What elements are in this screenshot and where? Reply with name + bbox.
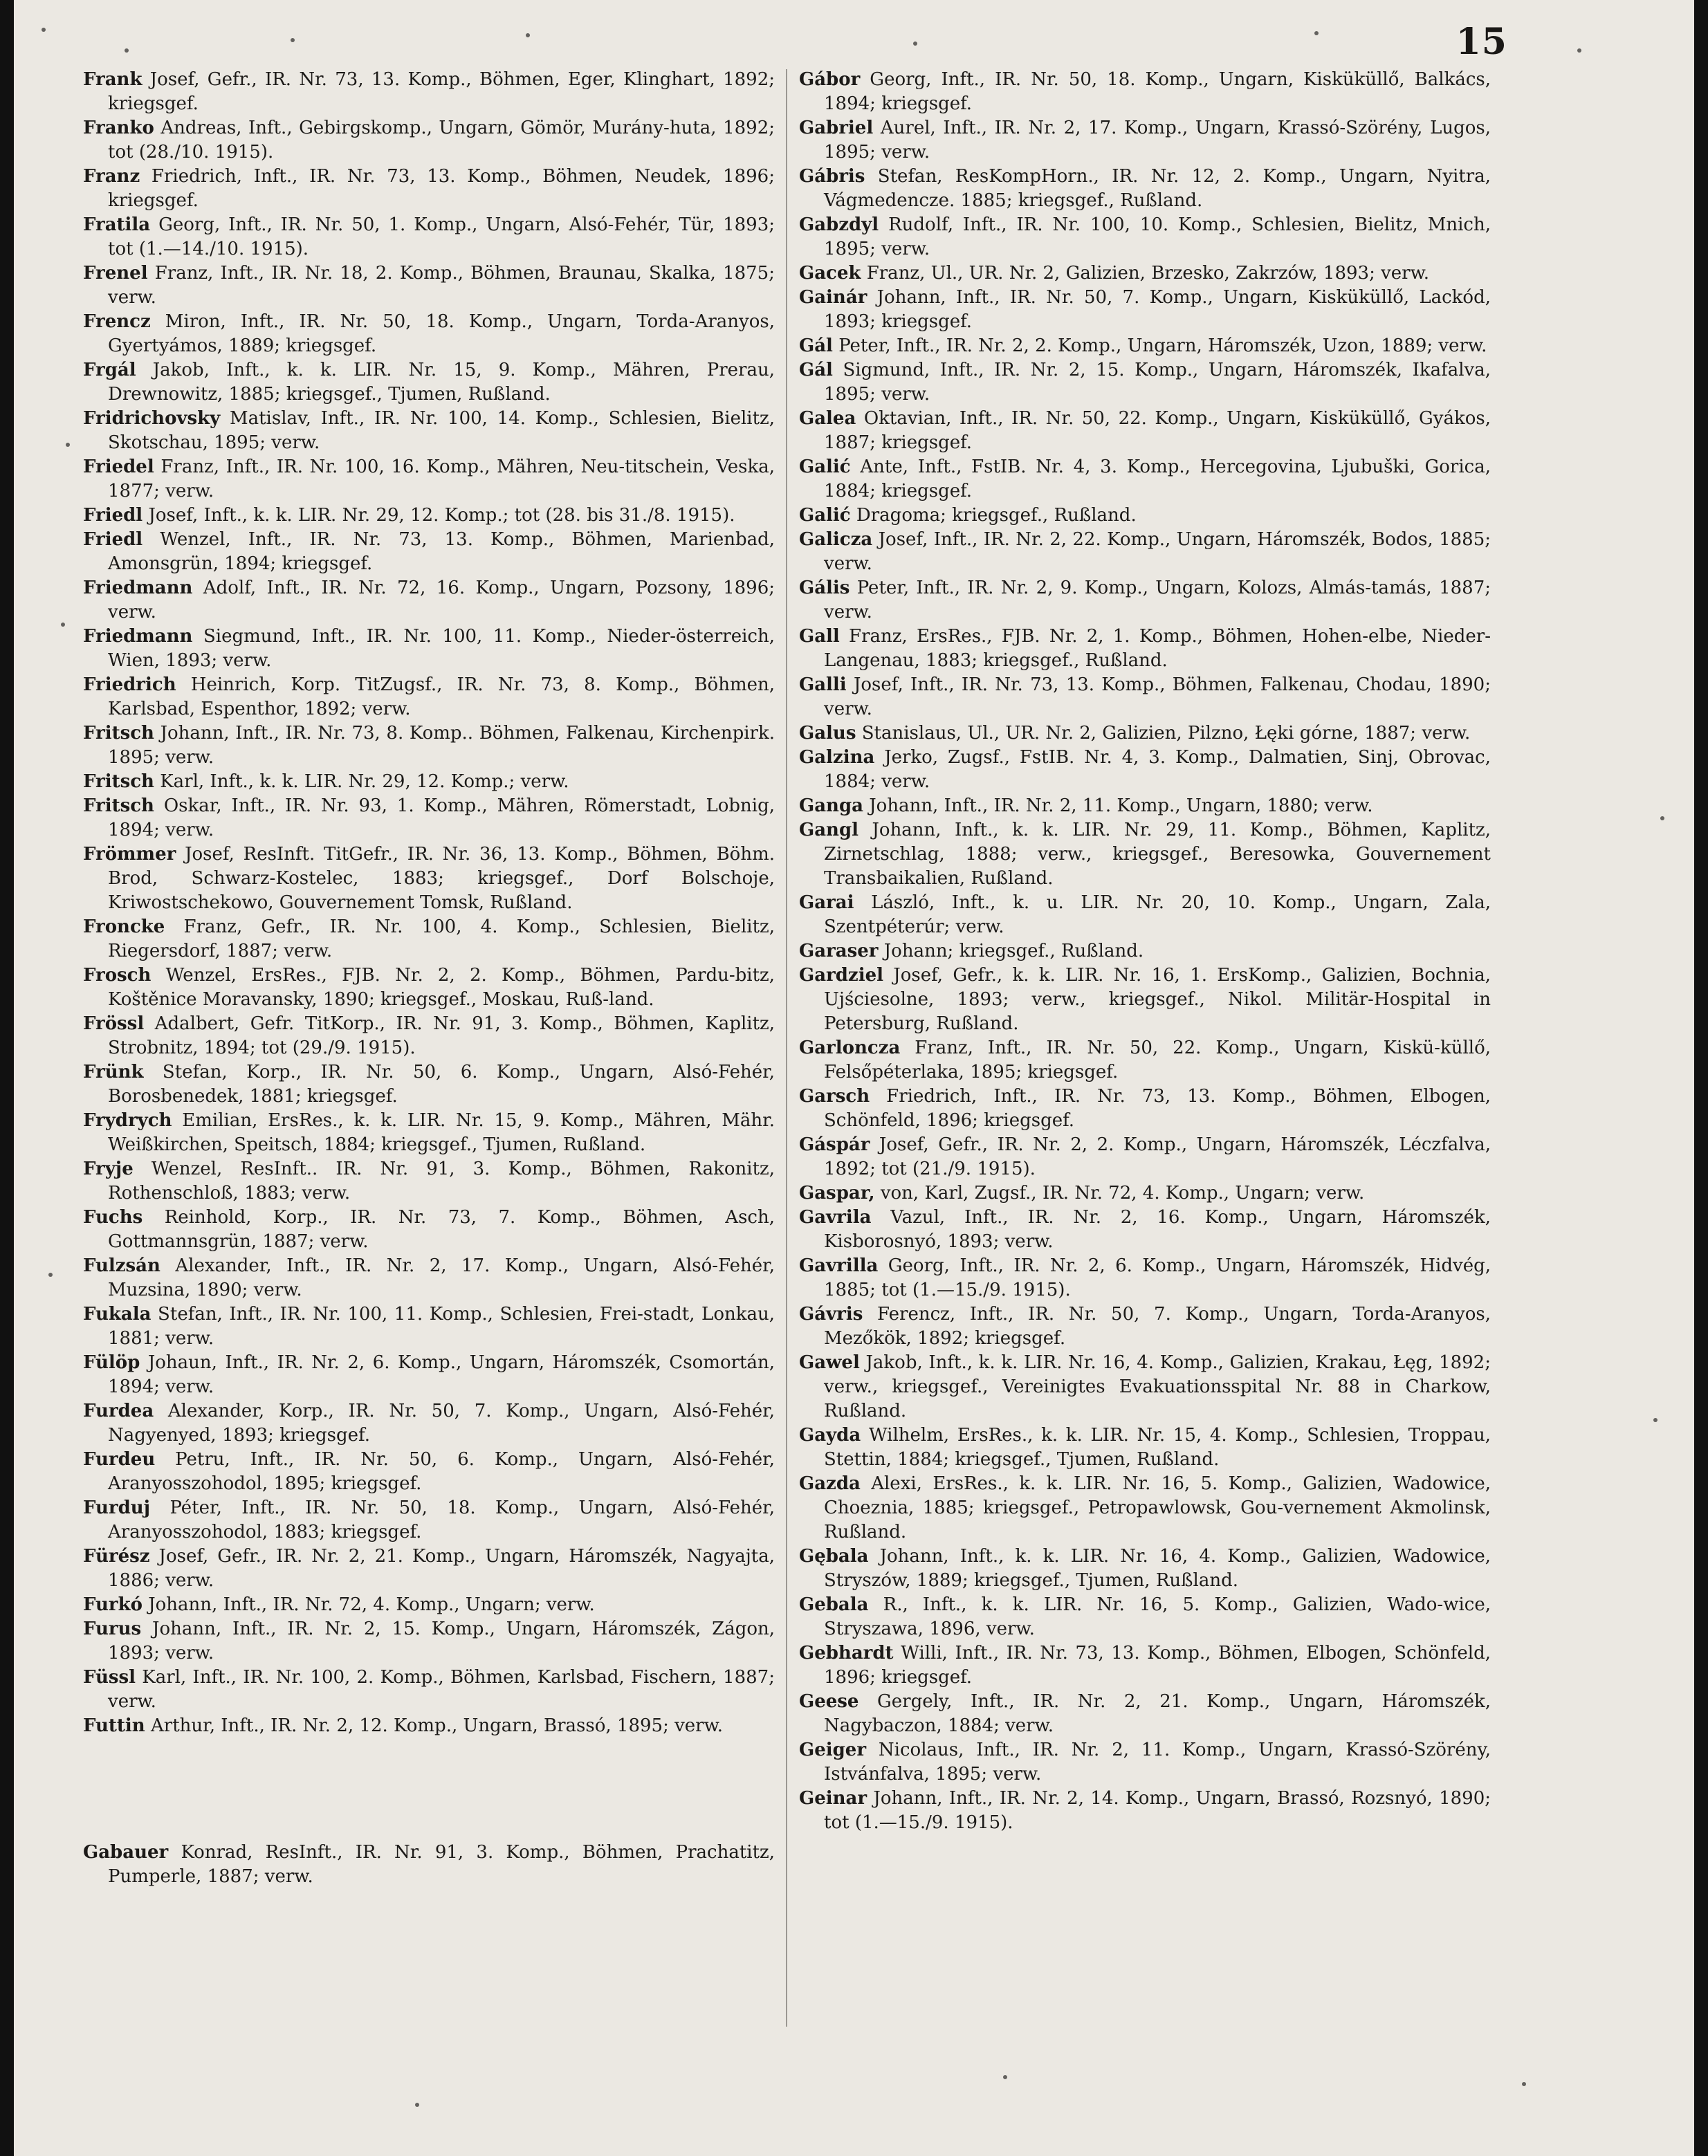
register-entry	[799, 1085, 1491, 1133]
right-column	[799, 68, 1491, 1835]
entry-surname: Gávris	[799, 1304, 863, 1325]
register-entry	[799, 746, 1491, 794]
entry-details: Wilhelm, ErsRes., k. k. LIR. Nr. 15, 4. Komp., Schlesien, Troppau, Stettin, 1884; kriegsgef., Tjumen, Rußland.	[824, 1425, 1491, 1470]
register-entry	[799, 213, 1491, 261]
entry-details: Oskar, Inft., IR. Nr. 93, 1. Komp., Mähren, Römerstadt, Lobnig, 1894; verw.	[108, 795, 775, 840]
register-entry	[83, 721, 775, 770]
register-entry	[83, 1841, 775, 1889]
entry-surname: Friedel	[83, 457, 154, 477]
register-entry	[83, 1666, 775, 1714]
register-entry	[799, 504, 1491, 528]
entry-details: Josef, Inft., k. k. LIR. Nr. 29, 12. Komp.; tot (28. bis 31./8. 1915).	[143, 505, 735, 526]
entry-surname: Friedmann	[83, 578, 193, 598]
entry-details: Johann, Inft., IR. Nr. 2, 15. Komp., Ungarn, Háromszék, Zágon, 1893; verw.	[108, 1619, 775, 1664]
entry-surname: Fuchs	[83, 1207, 143, 1228]
entry-details: Karl, Inft., IR. Nr. 100, 2. Komp., Böhmen, Karlsbad, Fischern, 1887; verw.	[108, 1667, 775, 1712]
scan-edge-right	[1694, 0, 1708, 2156]
register-entry	[83, 1617, 775, 1666]
entry-surname: Gális	[799, 578, 850, 598]
entry-surname: Galić	[799, 457, 851, 477]
register-entry	[83, 504, 775, 528]
entry-surname: Ganga	[799, 795, 863, 816]
entry-details: Johann, Inft., IR. Nr. 72, 4. Komp., Ungarn; verw.	[142, 1594, 595, 1615]
entry-details: Franz, Gefr., IR. Nr. 100, 4. Komp., Schlesien, Bielitz, Riegersdorf, 1887; verw.	[108, 916, 775, 961]
entry-details: Josef, Gefr., IR. Nr. 73, 13. Komp., Böhmen, Eger, Klinghart, 1892; kriegsgef.	[108, 69, 775, 114]
register-entry	[799, 721, 1491, 746]
entry-details: Alexi, ErsRes., k. k. LIR. Nr. 16, 5. Komp., Galizien, Wadowice, Choeznia, 1885; kriegsgef., Petropawlowsk, Gou-vernement Akmolinsk, Rußland.	[824, 1473, 1491, 1542]
entry-details: Josef, ResInft. TitGefr., IR. Nr. 36, 13. Komp., Böhmen, Böhm. Brod, Schwarz-Kostelec, 1883; kriegsgef., Dorf Bolschoje, Kriwostschekowo, Gouvernement Tomsk, Rußland.	[108, 844, 775, 913]
entry-surname: Friedrich	[83, 674, 176, 695]
entry-details: Heinrich, Korp. TitZugsf., IR. Nr. 73, 8. Komp., Böhmen, Karlsbad, Espenthor, 1892; verw.	[108, 674, 775, 719]
register-entry	[799, 1690, 1491, 1738]
register-entry	[799, 1036, 1491, 1085]
entry-surname: Fryje	[83, 1159, 134, 1179]
entry-details: Stefan, ResKompHorn., IR. Nr. 12, 2. Komp., Ungarn, Nyitra, Vágmedencze. 1885; kriegsgef., Rußland.	[824, 166, 1491, 211]
section-gap	[83, 1738, 775, 1841]
register-entry	[83, 1254, 775, 1302]
entry-details: Vazul, Inft., IR. Nr. 2, 16. Komp., Ungarn, Háromszék, Kisborosnyó, 1893; verw.	[824, 1207, 1491, 1252]
entry-details: Josef, Gefr., IR. Nr. 2, 21. Komp., Ungarn, Háromszék, Nagyajta, 1886; verw.	[108, 1546, 775, 1591]
register-entry	[83, 964, 775, 1012]
entry-surname: Galli	[799, 674, 847, 695]
register-entry	[83, 1545, 775, 1593]
entry-surname: Gabriel	[799, 118, 874, 138]
entry-details: Josef, Inft., IR. Nr. 2, 22. Komp., Ungarn, Háromszék, Bodos, 1885; verw.	[824, 529, 1491, 574]
entry-details: Josef, Gefr., IR. Nr. 2, 2. Komp., Ungarn, Háromszék, Léczfalva, 1892; tot (21./9. 1915).	[824, 1134, 1491, 1179]
entry-details: Friedrich, Inft., IR. Nr. 73, 13. Komp., Böhmen, Neudek, 1896; kriegsgef.	[108, 166, 775, 211]
entry-details: Petru, Inft., IR. Nr. 50, 6. Komp., Ungarn, Alsó-Fehér, Aranyosszohodol, 1895; kriegsgef.	[108, 1449, 775, 1494]
entry-details: Oktavian, Inft., IR. Nr. 50, 22. Komp., Ungarn, Kisküküllő, Gyákos, 1887; kriegsgef.	[824, 408, 1491, 453]
register-entry	[799, 68, 1491, 116]
register-entry	[799, 1545, 1491, 1593]
register-entry	[799, 964, 1491, 1036]
register-entry	[83, 68, 775, 116]
entry-surname: Furus	[83, 1619, 142, 1639]
entry-surname: Franz	[83, 166, 140, 187]
entry-surname: Geinar	[799, 1788, 867, 1809]
entry-details: Ante, Inft., FstIB. Nr. 4, 3. Komp., Hercegovina, Ljubuški, Gorica, 1884; kriegsgef.	[824, 457, 1491, 501]
entry-surname: Galić	[799, 505, 851, 526]
entry-details: Nicolaus, Inft., IR. Nr. 2, 11. Komp., Ungarn, Krassó-Szörény, Istvánfalva, 1895; verw.	[824, 1740, 1491, 1785]
register-entry	[799, 407, 1491, 455]
entry-details: Karl, Inft., k. k. LIR. Nr. 29, 12. Komp.; verw.	[154, 771, 569, 792]
register-entry	[799, 1787, 1491, 1835]
register-entry	[83, 1109, 775, 1157]
entry-surname: Frosch	[83, 965, 151, 986]
entry-details: Johann, Inft., k. k. LIR. Nr. 16, 4. Komp., Galizien, Wadowice, Stryszów, 1889; kriegsgef., Tjumen, Rußland.	[824, 1546, 1491, 1591]
page-number: 15	[1456, 21, 1507, 63]
register-entry	[799, 1181, 1491, 1206]
entry-details: Sigmund, Inft., IR. Nr. 2, 15. Komp., Ungarn, Háromszék, Ikafalva, 1895; verw.	[824, 360, 1491, 405]
column-divider	[786, 69, 787, 2027]
register-entry	[799, 286, 1491, 334]
entry-details: Wenzel, Inft., IR. Nr. 73, 13. Komp., Böhmen, Marienbad, Amonsgrün, 1894; kriegsgef.	[108, 529, 775, 574]
register-entry	[83, 625, 775, 673]
register-entry	[799, 1254, 1491, 1302]
register-entry	[83, 455, 775, 504]
entry-surname: Gardziel	[799, 965, 883, 986]
entry-details: Adolf, Inft., IR. Nr. 72, 16. Komp., Ungarn, Pozsony, 1896; verw.	[108, 578, 775, 623]
register-entry	[83, 794, 775, 842]
entry-details: Gergely, Inft., IR. Nr. 2, 21. Komp., Ungarn, Háromszék, Nagybaczon, 1884; verw.	[824, 1691, 1491, 1736]
scan-speck	[61, 623, 65, 627]
entry-surname: Frydrych	[83, 1110, 172, 1131]
register-entry	[83, 915, 775, 964]
scan-speck	[48, 1273, 53, 1277]
register-entry	[83, 1060, 775, 1109]
register-entry	[799, 1593, 1491, 1641]
entry-details: Friedrich, Inft., IR. Nr. 73, 13. Komp., Böhmen, Elbogen, Schönfeld, 1896; kriegsgef.	[824, 1086, 1491, 1131]
entry-surname: Frencz	[83, 311, 151, 332]
register-entry	[83, 1448, 775, 1496]
entry-surname: Gál	[799, 360, 833, 380]
register-entry	[83, 213, 775, 261]
entry-details: Peter, Inft., IR. Nr. 2, 2. Komp., Ungarn, Háromszék, Uzon, 1889; verw.	[832, 335, 1487, 356]
register-entry	[83, 1496, 775, 1545]
scan-edge-left	[0, 0, 14, 2156]
entry-surname: Frössl	[83, 1013, 145, 1034]
scan-speck	[415, 2103, 419, 2107]
entry-surname: Furduj	[83, 1498, 151, 1518]
entry-surname: Fratila	[83, 214, 151, 235]
entry-details: R., Inft., k. k. LIR. Nr. 16, 5. Komp., Galizien, Wado-wice, Stryszawa, 1896, verw.	[824, 1594, 1491, 1639]
entry-details: Matislav, Inft., IR. Nr. 100, 14. Komp., Schlesien, Bielitz, Skotschau, 1895; verw.	[108, 408, 775, 453]
register-entry	[83, 1714, 775, 1738]
entry-details: Franz, Ul., UR. Nr. 2, Galizien, Brzesko, Zakrzów, 1893; verw.	[861, 263, 1430, 284]
register-entry	[799, 116, 1491, 165]
register-entry	[799, 1133, 1491, 1181]
scan-speck	[1653, 1418, 1658, 1422]
entry-details: Franz, Inft., IR. Nr. 18, 2. Komp., Böhmen, Braunau, Skalka, 1875; verw.	[108, 263, 775, 308]
entry-surname: Furdeu	[83, 1449, 156, 1470]
entry-surname: Fülöp	[83, 1352, 140, 1373]
entry-surname: Gáspár	[799, 1134, 870, 1155]
entry-details: Georg, Inft., IR. Nr. 50, 1. Komp., Ungarn, Alsó-Fehér, Tür, 1893; tot (1.—14./10. 1915).	[108, 214, 775, 259]
entry-surname: Galus	[799, 723, 856, 744]
entry-details: Georg, Inft., IR. Nr. 50, 18. Komp., Ungarn, Kisküküllő, Balkács, 1894; kriegsgef.	[824, 69, 1491, 114]
register-entry	[799, 673, 1491, 721]
register-entry	[799, 334, 1491, 358]
register-entry	[83, 1302, 775, 1351]
entry-details: Johann, Inft., IR. Nr. 2, 14. Komp., Ungarn, Brassó, Rozsnyó, 1890; tot (1.—15./9. 1915).	[824, 1788, 1491, 1833]
register-entry	[799, 1302, 1491, 1351]
entry-surname: Gębala	[799, 1546, 869, 1567]
scan-speck	[1577, 48, 1581, 53]
scan-speck	[42, 28, 46, 32]
entry-details: Franz, Inft., IR. Nr. 50, 22. Komp., Ungarn, Kiskü-küllő, Felsőpéterlaka, 1895; kriegsgef.	[824, 1038, 1491, 1082]
entry-details: Jakob, Inft., k. k. LIR. Nr. 15, 9. Komp., Mähren, Prerau, Drewnowitz, 1885; kriegsgef., Tjumen, Rußland.	[108, 360, 775, 405]
entry-details: László, Inft., k. u. LIR. Nr. 20, 10. Komp., Ungarn, Zala, Szentpéterúr; verw.	[824, 892, 1491, 937]
entry-surname: Galicza	[799, 529, 873, 550]
register-entry	[799, 794, 1491, 818]
register-entry	[83, 1351, 775, 1399]
entry-surname: Gawel	[799, 1352, 860, 1373]
scan-speck	[1522, 2082, 1526, 2086]
entry-surname: Gavrila	[799, 1207, 872, 1228]
scan-speck	[913, 42, 917, 46]
entry-surname: Garsch	[799, 1086, 870, 1107]
register-entry	[799, 528, 1491, 576]
entry-details: Peter, Inft., IR. Nr. 2, 9. Komp., Ungarn, Kolozs, Almás-tamás, 1887; verw.	[824, 578, 1491, 623]
scan-speck	[291, 38, 295, 42]
entry-surname: Frank	[83, 69, 143, 90]
register-entry	[799, 1641, 1491, 1690]
register-entry	[83, 358, 775, 407]
register-entry	[83, 1399, 775, 1448]
register-entry	[799, 455, 1491, 504]
entry-surname: Garai	[799, 892, 854, 913]
entry-details: Andreas, Inft., Gebirgskomp., Ungarn, Gömör, Murány-huta, 1892; tot (28./10. 1915).	[108, 118, 775, 163]
entry-surname: Gacek	[799, 263, 861, 284]
entry-details: Johann, Inft., IR. Nr. 2, 11. Komp., Ungarn, 1880; verw.	[863, 795, 1373, 816]
register-entry	[83, 1012, 775, 1060]
entry-surname: Furkó	[83, 1594, 143, 1615]
entry-details: Johann; kriegsgef., Rußland.	[878, 941, 1144, 961]
entry-surname: Gall	[799, 626, 840, 647]
entry-details: Willi, Inft., IR. Nr. 73, 13. Komp., Böhmen, Elbogen, Schönfeld, 1896; kriegsgef.	[824, 1643, 1491, 1688]
register-entry	[799, 1423, 1491, 1472]
entry-surname: Fürész	[83, 1546, 150, 1567]
entry-details: Wenzel, ResInft.. IR. Nr. 91, 3. Komp., Böhmen, Rakonitz, Rothenschloß, 1883; verw.	[108, 1159, 775, 1204]
entry-details: Franz, ErsRes., FJB. Nr. 2, 1. Komp., Böhmen, Hohen-elbe, Nieder-Langenau, 1883; kriegsgef., Rußland.	[824, 626, 1491, 671]
entry-details: Josef, Gefr., k. k. LIR. Nr. 16, 1. ErsKomp., Galizien, Bochnia, Ujściesolne, 1893; verw., kriegsgef., Nikol. Militär-Hospital in Petersburg, Rußland.	[824, 965, 1491, 1034]
register-entry	[83, 673, 775, 721]
entry-details: Konrad, ResInft., IR. Nr. 91, 3. Komp., Böhmen, Prachatitz, Pumperle, 1887; verw.	[108, 1842, 775, 1887]
entry-details: Jerko, Zugsf., FstIB. Nr. 4, 3. Komp., Dalmatien, Sinj, Obrovac, 1884; verw.	[824, 747, 1491, 792]
register-entry	[799, 625, 1491, 673]
register-entry	[83, 310, 775, 358]
register-entry	[799, 1472, 1491, 1545]
entry-surname: Gavrilla	[799, 1255, 879, 1276]
entry-surname: Frgál	[83, 360, 136, 380]
scan-speck	[1660, 816, 1664, 820]
entry-surname: Frünk	[83, 1062, 144, 1082]
entry-details: Emilian, ErsRes., k. k. LIR. Nr. 15, 9. Komp., Mähren, Mähr. Weißkirchen, Speitsch, 1884; kriegsgef., Tjumen, Rußland.	[108, 1110, 775, 1155]
scan-speck	[1003, 2075, 1007, 2079]
register-entry	[799, 818, 1491, 891]
entry-details: Jakob, Inft., k. k. LIR. Nr. 16, 4. Komp., Galizien, Krakau, Łęg, 1892; verw., kriegsgef., Vereinigtes Evakuationsspital Nr. 88 in Charkow, Rußland.	[824, 1352, 1491, 1421]
register-entry	[83, 116, 775, 165]
register-entry	[83, 165, 775, 213]
entry-surname: Frömmer	[83, 844, 176, 865]
entry-surname: Fritsch	[83, 771, 154, 792]
entry-surname: Friedl	[83, 505, 143, 526]
entry-surname: Fritsch	[83, 723, 154, 744]
register-entry	[83, 576, 775, 625]
entry-details: Miron, Inft., IR. Nr. 50, 18. Komp., Ungarn, Torda-Aranyos, Gyertyámos, 1889; kriegsgef.	[108, 311, 775, 356]
entry-surname: Füssl	[83, 1667, 136, 1688]
entry-surname: Gayda	[799, 1425, 861, 1446]
register-entry	[799, 1351, 1491, 1423]
entry-details: Dragoma; kriegsgef., Rußland.	[850, 505, 1137, 526]
register-entry	[83, 1206, 775, 1254]
entry-details: Franz, Inft., IR. Nr. 100, 16. Komp., Mähren, Neu-titschein, Veska, 1877; verw.	[108, 457, 775, 501]
register-entry	[799, 261, 1491, 286]
register-entry	[799, 1206, 1491, 1254]
entry-surname: Gabauer	[83, 1842, 169, 1863]
entry-details: Johaun, Inft., IR. Nr. 2, 6. Komp., Ungarn, Háromszék, Csomortán, 1894; verw.	[108, 1352, 775, 1397]
register-entry	[83, 1593, 775, 1617]
entry-details: Arthur, Inft., IR. Nr. 2, 12. Komp., Ungarn, Brassó, 1895; verw.	[145, 1715, 724, 1736]
entry-surname: Geese	[799, 1691, 859, 1712]
entry-surname: Geiger	[799, 1740, 867, 1760]
register-entry	[799, 165, 1491, 213]
entry-surname: Fukala	[83, 1304, 151, 1325]
register-entry	[799, 939, 1491, 964]
entry-surname: Friedl	[83, 529, 143, 550]
entry-surname: Gangl	[799, 820, 859, 840]
register-entry	[799, 891, 1491, 939]
entry-surname: Gaspar,	[799, 1183, 875, 1204]
entry-details: Siegmund, Inft., IR. Nr. 100, 11. Komp., Nieder-österreich, Wien, 1893; verw.	[108, 626, 775, 671]
entry-details: Johann, Inft., IR. Nr. 73, 8. Komp.. Böhmen, Falkenau, Kirchenpirk. 1895; verw.	[108, 723, 775, 768]
entry-surname: Fritsch	[83, 795, 154, 816]
entry-surname: Friedmann	[83, 626, 193, 647]
scan-speck	[66, 443, 70, 447]
entry-details: Stefan, Korp., IR. Nr. 50, 6. Komp., Ungarn, Alsó-Fehér, Borosbenedek, 1881; kriegsgef.	[108, 1062, 775, 1107]
entry-surname: Galea	[799, 408, 856, 429]
register-entry	[83, 407, 775, 455]
entry-surname: Garaser	[799, 941, 879, 961]
register-entry	[799, 576, 1491, 625]
register-entry	[83, 528, 775, 576]
entry-details: Alexander, Korp., IR. Nr. 50, 7. Komp., Ungarn, Alsó-Fehér, Nagyenyed, 1893; kriegsgef.	[108, 1401, 775, 1446]
entry-details: Stefan, Inft., IR. Nr. 100, 11. Komp., Schlesien, Frei-stadt, Lonkau, 1881; verw.	[108, 1304, 775, 1349]
entry-surname: Gábris	[799, 166, 865, 187]
entry-surname: Gazda	[799, 1473, 861, 1494]
entry-surname: Gál	[799, 335, 833, 356]
entry-surname: Futtin	[83, 1715, 145, 1736]
register-entry	[799, 358, 1491, 407]
entry-details: Johann, Inft., k. k. LIR. Nr. 29, 11. Komp., Böhmen, Kaplitz, Zirnetschlag, 1888; verw., kriegsgef., Beresowka, Gouvernement Transbaikalien, Rußland.	[824, 820, 1491, 889]
entry-details: Reinhold, Korp., IR. Nr. 73, 7. Komp., Böhmen, Asch, Gottmannsgrün, 1887; verw.	[108, 1207, 775, 1252]
entry-details: Aurel, Inft., IR. Nr. 2, 17. Komp., Ungarn, Krassó-Szörény, Lugos, 1895; verw.	[824, 118, 1491, 163]
entry-surname: Garloncza	[799, 1038, 901, 1058]
entry-surname: Frenel	[83, 263, 148, 284]
entry-surname: Fulzsán	[83, 1255, 160, 1276]
entry-details: Ferencz, Inft., IR. Nr. 50, 7. Komp., Ungarn, Torda-Aranyos, Mezőkök, 1892; kriegsgef.	[824, 1304, 1491, 1349]
entry-surname: Gebhardt	[799, 1643, 894, 1664]
entry-surname: Froncke	[83, 916, 165, 937]
register-entry	[799, 1738, 1491, 1787]
entry-surname: Gebala	[799, 1594, 869, 1615]
entry-details: Péter, Inft., IR. Nr. 50, 18. Komp., Ungarn, Alsó-Fehér, Aranyosszohodol, 1883; kriegsgef.	[108, 1498, 775, 1542]
left-column	[83, 68, 775, 1889]
register-entry	[83, 770, 775, 794]
entry-details: Wenzel, ErsRes., FJB. Nr. 2, 2. Komp., Böhmen, Pardu-bitz, Koštěnice Moravansky, 1890; kriegsgef., Moskau, Ruß-land.	[108, 965, 775, 1010]
register-entry	[83, 1157, 775, 1206]
entry-details: Rudolf, Inft., IR. Nr. 100, 10. Komp., Schlesien, Bielitz, Mnich, 1895; verw.	[824, 214, 1491, 259]
entry-surname: Franko	[83, 118, 154, 138]
entry-details: Alexander, Inft., IR. Nr. 2, 17. Komp., Ungarn, Alsó-Fehér, Muzsina, 1890; verw.	[108, 1255, 775, 1300]
scan-speck	[1314, 31, 1319, 35]
entry-details: Josef, Inft., IR. Nr. 73, 13. Komp., Böhmen, Falkenau, Chodau, 1890; verw.	[824, 674, 1491, 719]
register-entry	[83, 842, 775, 915]
entry-surname: Gábor	[799, 69, 861, 90]
entry-surname: Fridrichovsky	[83, 408, 221, 429]
entry-surname: Furdea	[83, 1401, 154, 1421]
entry-details: Adalbert, Gefr. TitKorp., IR. Nr. 91, 3. Komp., Böhmen, Kaplitz, Strobnitz, 1894; tot (29./9. 1915).	[108, 1013, 775, 1058]
entry-surname: Gainár	[799, 287, 867, 308]
entry-surname: Gabzdyl	[799, 214, 879, 235]
register-entry	[83, 261, 775, 310]
entry-details: Stanislaus, Ul., UR. Nr. 2, Galizien, Pilzno, Łęki górne, 1887; verw.	[856, 723, 1471, 744]
entry-details: von, Karl, Zugsf., IR. Nr. 72, 4. Komp., Ungarn; verw.	[874, 1183, 1365, 1204]
scan-speck	[526, 33, 530, 37]
entry-details: Johann, Inft., IR. Nr. 50, 7. Komp., Ungarn, Kisküküllő, Lackód, 1893; kriegsgef.	[824, 287, 1491, 332]
entry-details: Georg, Inft., IR. Nr. 2, 6. Komp., Ungarn, Háromszék, Hidvég, 1885; tot (1.—15./9. 1915).	[824, 1255, 1491, 1300]
scan-speck	[125, 48, 129, 53]
entry-surname: Galzina	[799, 747, 875, 768]
